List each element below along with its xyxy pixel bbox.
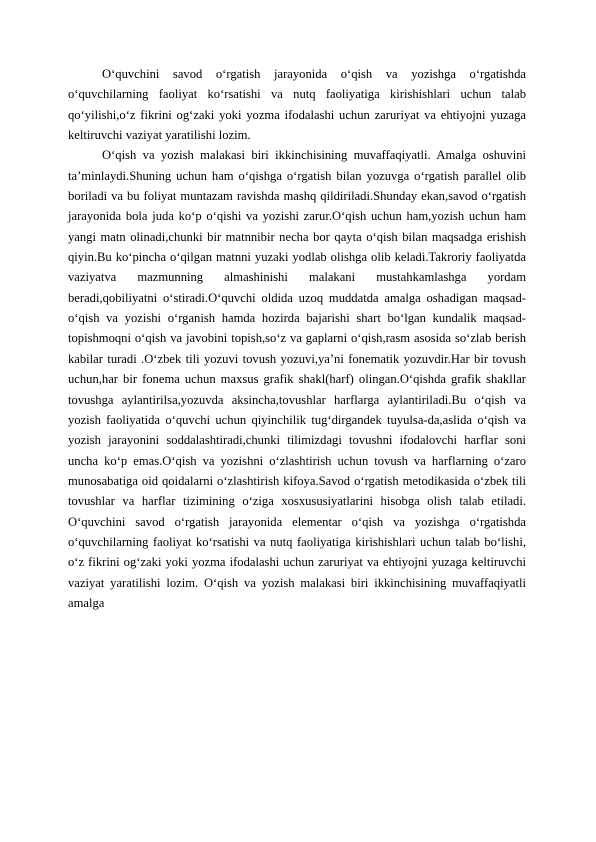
paragraph-1: O‘quvchini savod o‘rgatish jarayonida o‘qish va yozishga o‘rgatishda o‘quvchilarning faoliyat ko‘rsatishi va nutq faoliyatiga kirishishlari uchun talab qo‘yilishi,o‘z fikrini og‘zaki yoki yozma ifodalashi uchun zaruriyat va ehtiyojni yuzaga keltiruvchi vaziyat yaratilishi lozim. (68, 67, 526, 143)
body-text (68, 64, 526, 613)
paragraph-2: O‘qish va yozish malakasi biri ikkinchisining muvaffaqiyatli. Amalga oshuvini ta’minlaydi.Shuning uchun ham o‘qishga o‘rgatish bilan yozuvga o‘rgatish parallel olib boriladi va bu foliyat muntazam ravishda mashq qildiriladi.Shunday ekan,savod o‘rgatish jarayonida bola juda ko‘p o‘qishi va yozishi zarur.O‘qish uchun ham,yozish uchun ham yangi matn olinadi,chunki bir matnnibir necha bor qayta o‘qish bilan maqsadga erishish qiyin.Bu ko‘pincha o‘qilgan matnni yuzaki yodlab olishga olib keladi.Takroriy faoliyatda vaziyatva mazmunning almashinishi malakani mustahkamlashga yordam beradi,qobiliyatni o‘stiradi.O‘quvchi oldida uzoq muddatda amalga oshadigan maqsad-o‘qish va yozishi o‘rganish hamda hozirda bajarishi shart bo‘lgan kundalik maqsad-topishmoqni o‘qish va javobini topish,so‘z va gaplarni o‘qish,rasm asosida so‘zlab berish kabilar turadi .O‘zbek tili yozuvi tovush yozuvi,ya’ni fonematik yozuvdir.Har bir tovush uchun,har bir fonema uchun maxsus grafik shakl(harf) olingan.O‘qishda grafik shakllar tovushga aylantirilsa,yozuvda aksincha,tovushlar harflarga aylantiriladi.Bu o‘qish va yozish faoliyatida o‘quvchi uchun qiyinchilik tug‘dirgandek tuyulsa-da,aslida o‘qish va yozish jarayonini soddalashtiradi,chunki tilimizdagi tovushni ifodalovchi harflar soni uncha ko‘p emas.O‘qish va yozishni o‘zlashtirish uchun tovush va harflarning o‘zaro munosabatiga oid qoidalarni o‘zlashtirish kifoya.Savod o‘rgatish metodikasida o‘zbek tili tovushlar va harflar tizimining o‘ziga xosxususiyatlarini hisobga olish talab etiladi. O‘quvchini savod o‘rgatish jarayonida elementar o‘qish va yozishga o‘rgatishda o‘quvchilarning faoliyat ko‘rsatishi va nutq faoliyatiga kirishishlari uchun talab bo‘lishi, o‘z fikrini og‘zaki yoki yozma ifodalashi uchun zaruriyat va ehtiyojni yuzaga keltiruvchi vaziyat yaratilishi lozim. O‘qish va yozish malakasi biri ikkinchisining muvaffaqiyatli amalga (68, 148, 526, 610)
